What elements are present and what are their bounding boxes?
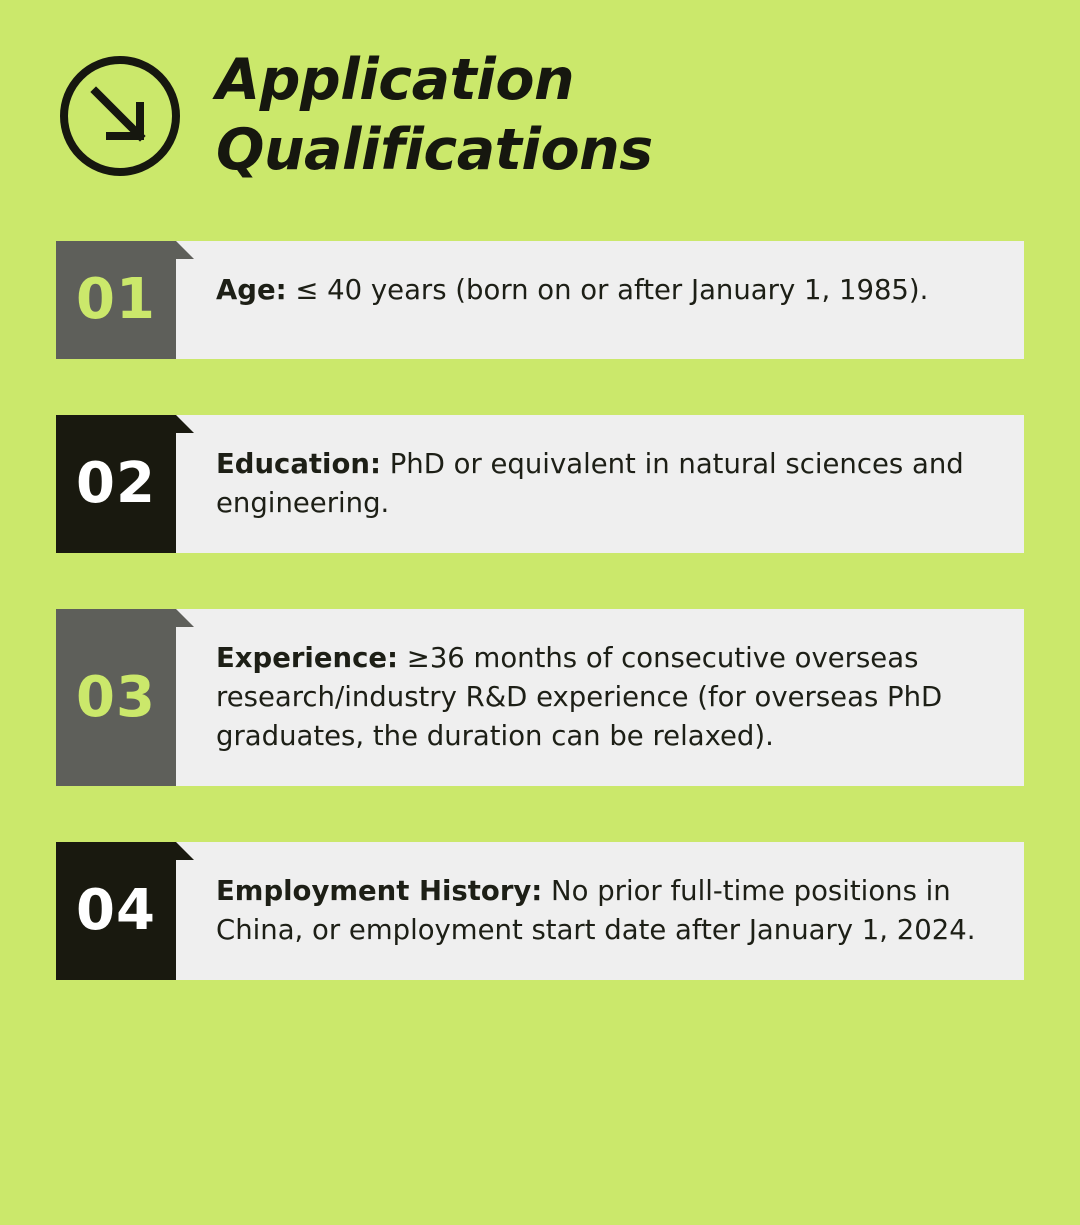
item-card: [172, 609, 1024, 786]
item-number-badge: [56, 241, 176, 359]
item-text: [216, 639, 990, 756]
item-card: [172, 415, 1024, 553]
item-label: Experience:: [216, 642, 399, 675]
item-text: [216, 271, 928, 310]
arrow-down-right-circle-icon: [56, 52, 184, 180]
item-body: PhD or equivalent in natural sciences and engineering.: [216, 448, 964, 520]
list-item: [56, 415, 1024, 553]
item-number: 02: [76, 451, 156, 517]
list-item: [56, 842, 1024, 980]
qualification-list: [0, 241, 1080, 980]
item-label: Education:: [216, 448, 381, 481]
item-body: ≥36 months of consecutive overseas research/industry R&D experience (for overseas PhD graduates, the duration can be relaxed).: [216, 642, 943, 753]
item-number-badge: [56, 415, 176, 553]
page-title-line-2: Qualifications: [216, 116, 653, 183]
list-item: [56, 241, 1024, 359]
item-label: Age:: [216, 274, 287, 307]
item-card: [172, 241, 1024, 359]
item-card: [172, 842, 1024, 980]
item-number-badge: [56, 842, 176, 980]
item-label: Employment History:: [216, 875, 543, 908]
item-number-badge: [56, 609, 176, 786]
item-number: 01: [76, 267, 156, 333]
item-body: No prior full-time positions in China, or employment start date after January 1, 2024.: [216, 875, 976, 947]
list-item: [56, 609, 1024, 786]
header: [0, 0, 1080, 185]
page-title-line-1: Application: [216, 47, 575, 113]
page-title: [216, 46, 653, 185]
item-body: ≤ 40 years (born on or after January 1, 1985).: [286, 274, 929, 307]
item-number: 03: [76, 664, 156, 730]
item-text: [216, 445, 990, 523]
item-text: [216, 872, 990, 950]
item-number: 04: [76, 878, 156, 944]
